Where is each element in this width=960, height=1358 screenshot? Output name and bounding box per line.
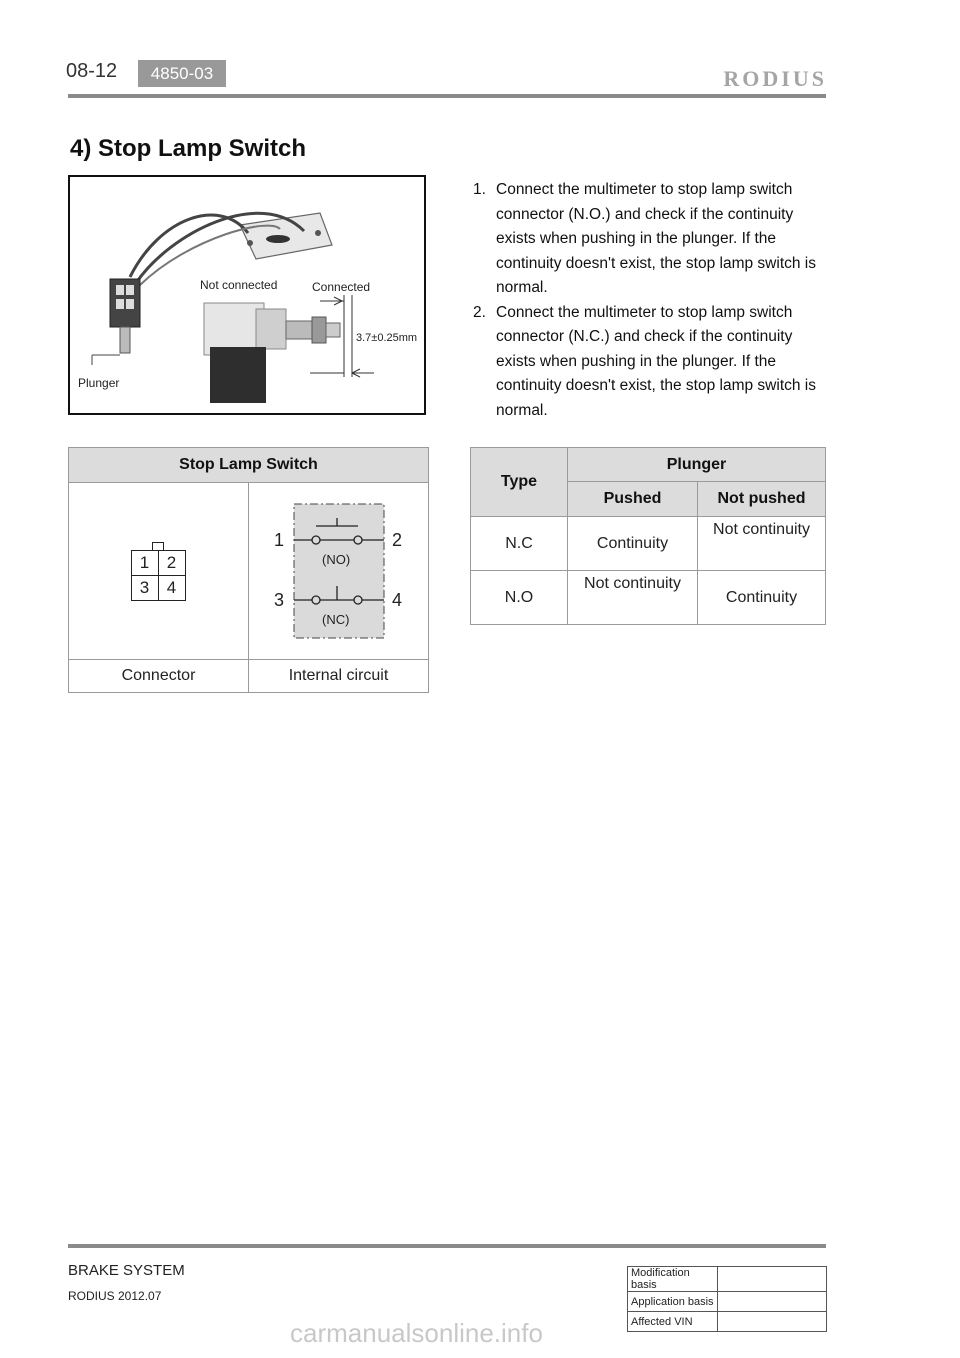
footer-divider [68,1244,826,1248]
connector-pin: 3 [131,576,158,601]
section-code-badge: 4850-03 [138,60,226,87]
pushed-cell: Not continuity [568,571,698,625]
footer-title: BRAKE SYSTEM [68,1262,185,1279]
circuit-pin-label: 4 [391,590,402,610]
plunger-label: Plunger [78,376,120,390]
revision-info-table [627,1266,827,1332]
continuity-table [470,447,826,625]
table-row [628,1292,827,1312]
circuit-cell [249,483,429,660]
brand-logo: RODIUS [723,66,827,91]
dimension-label: 3.7±0.25mm [356,332,418,344]
section-title: 4) Stop Lamp Switch [70,135,307,162]
no-label: (NO) [321,552,350,567]
nc-label: (NC) [321,612,349,627]
circuit-pin-label: 3 [273,590,284,610]
connector-pin: 1 [131,551,158,576]
type-cell: N.C [471,517,568,571]
connected-label: Connected [312,280,371,294]
not-pushed-header: Not pushed [698,482,826,517]
info-value [718,1267,827,1292]
pushed-cell: Continuity [568,517,698,571]
header-divider [68,94,826,98]
switch-illustration [70,177,424,413]
info-label: Affected VIN [628,1312,718,1332]
plunger-header: Plunger [568,448,826,482]
info-value [718,1312,827,1332]
footer-subtitle: RODIUS 2012.07 [68,1289,162,1303]
info-value [718,1292,827,1312]
watermark: carmanualsonline.info [290,1318,543,1348]
connector-pin: 4 [158,576,185,601]
stop-lamp-switch-photo [68,175,426,415]
type-cell: N.O [471,571,568,625]
table-row [628,1312,827,1332]
procedure-steps [470,178,820,423]
connector-pin: 2 [158,551,185,576]
info-label: Modification basis [628,1267,718,1292]
circuit-caption: Internal circuit [249,660,429,693]
internal-circuit-diagram [264,496,414,646]
procedure-step: 2. Connect the multimeter to stop lamp switch connector (N.C.) and check if the continuity exists when pushing in the plunger. If the continuity doesn't exist, the stop lamp switch is normal. [473,303,816,419]
not-connected-label: Not connected [200,278,278,292]
connector-pinout [131,542,187,600]
not-pushed-cell: Continuity [698,571,826,625]
connector-caption: Connector [69,660,249,693]
procedure-step: 1. Connect the multimeter to stop lamp switch connector (N.O.) and check if the continuity exists when pushing in the plunger. If the continuity doesn't exist, the stop lamp switch is normal. [473,181,816,296]
circuit-pin-label: 2 [391,530,402,550]
switch-table [68,447,429,693]
page-number: 08-12 [66,60,118,82]
table-row [628,1267,827,1292]
type-header: Type [471,448,568,517]
circuit-pin-label: 1 [273,530,284,550]
table-row [471,571,826,625]
connector-cell [69,483,249,660]
switch-table-title: Stop Lamp Switch [69,448,429,483]
not-pushed-cell: Not continuity [698,517,826,571]
pushed-header: Pushed [568,482,698,517]
table-row [471,517,826,571]
info-label: Application basis [628,1292,718,1312]
